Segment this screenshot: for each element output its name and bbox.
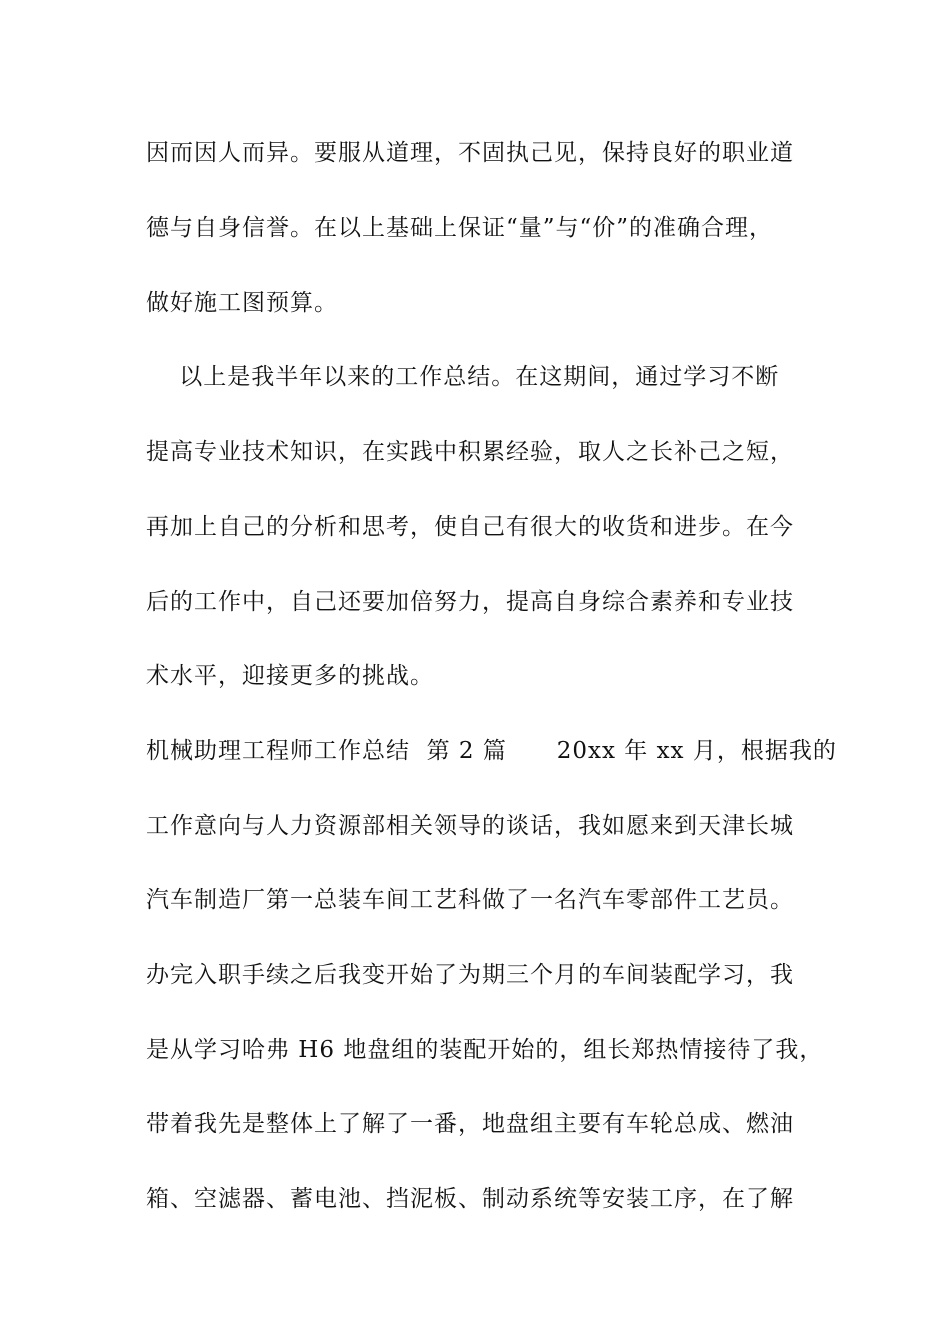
text-line: 德与自身信誉。在以上基础上保证“量”与“价”的准确合理， — [146, 215, 774, 241]
text-line: 术水平，迎接更多的挑战。 — [146, 663, 434, 689]
text-line: 办完入职手续之后我变开始了为期三个月的车间装配学习，我 — [146, 962, 794, 988]
text-line: 汽车制造厂第一总装车间工艺科做了一名汽车零部件工艺员。 — [146, 887, 794, 913]
text-line: 是从学习哈弗 H6 地盘组的装配开始的，组长郑热情接待了我， — [146, 1037, 824, 1063]
text-line: 箱、空滤器、蓄电池、挡泥板、制动系统等安装工序，在了解 — [146, 1186, 794, 1212]
text-line: 工作意向与人力资源部相关领导的谈话，我如愿来到天津长城 — [146, 813, 794, 839]
text-line: 提高专业技术知识，在实践中积累经验，取人之长补己之短， — [146, 439, 794, 465]
text-line: 带着我先是整体上了解了一番，地盘组主要有车轮总成、燃油 — [146, 1111, 794, 1137]
text-line: 做好施工图预算。 — [146, 290, 338, 316]
text-line: 再加上自己的分析和思考，使自己有很大的收货和进步。在今 — [146, 514, 794, 540]
text-line: 因而因人而异。要服从道理，不固执己见，保持良好的职业道 — [146, 140, 794, 166]
text-line: 后的工作中，自己还要加倍努力，提高自身综合素养和专业技 — [146, 589, 794, 615]
section-heading-line: 机械助理工程师工作总结 第 2 篇 20xx 年 xx 月，根据我的 — [146, 738, 837, 764]
text-line: 以上是我半年以来的工作总结。在这期间，通过学习不断 — [146, 364, 780, 390]
